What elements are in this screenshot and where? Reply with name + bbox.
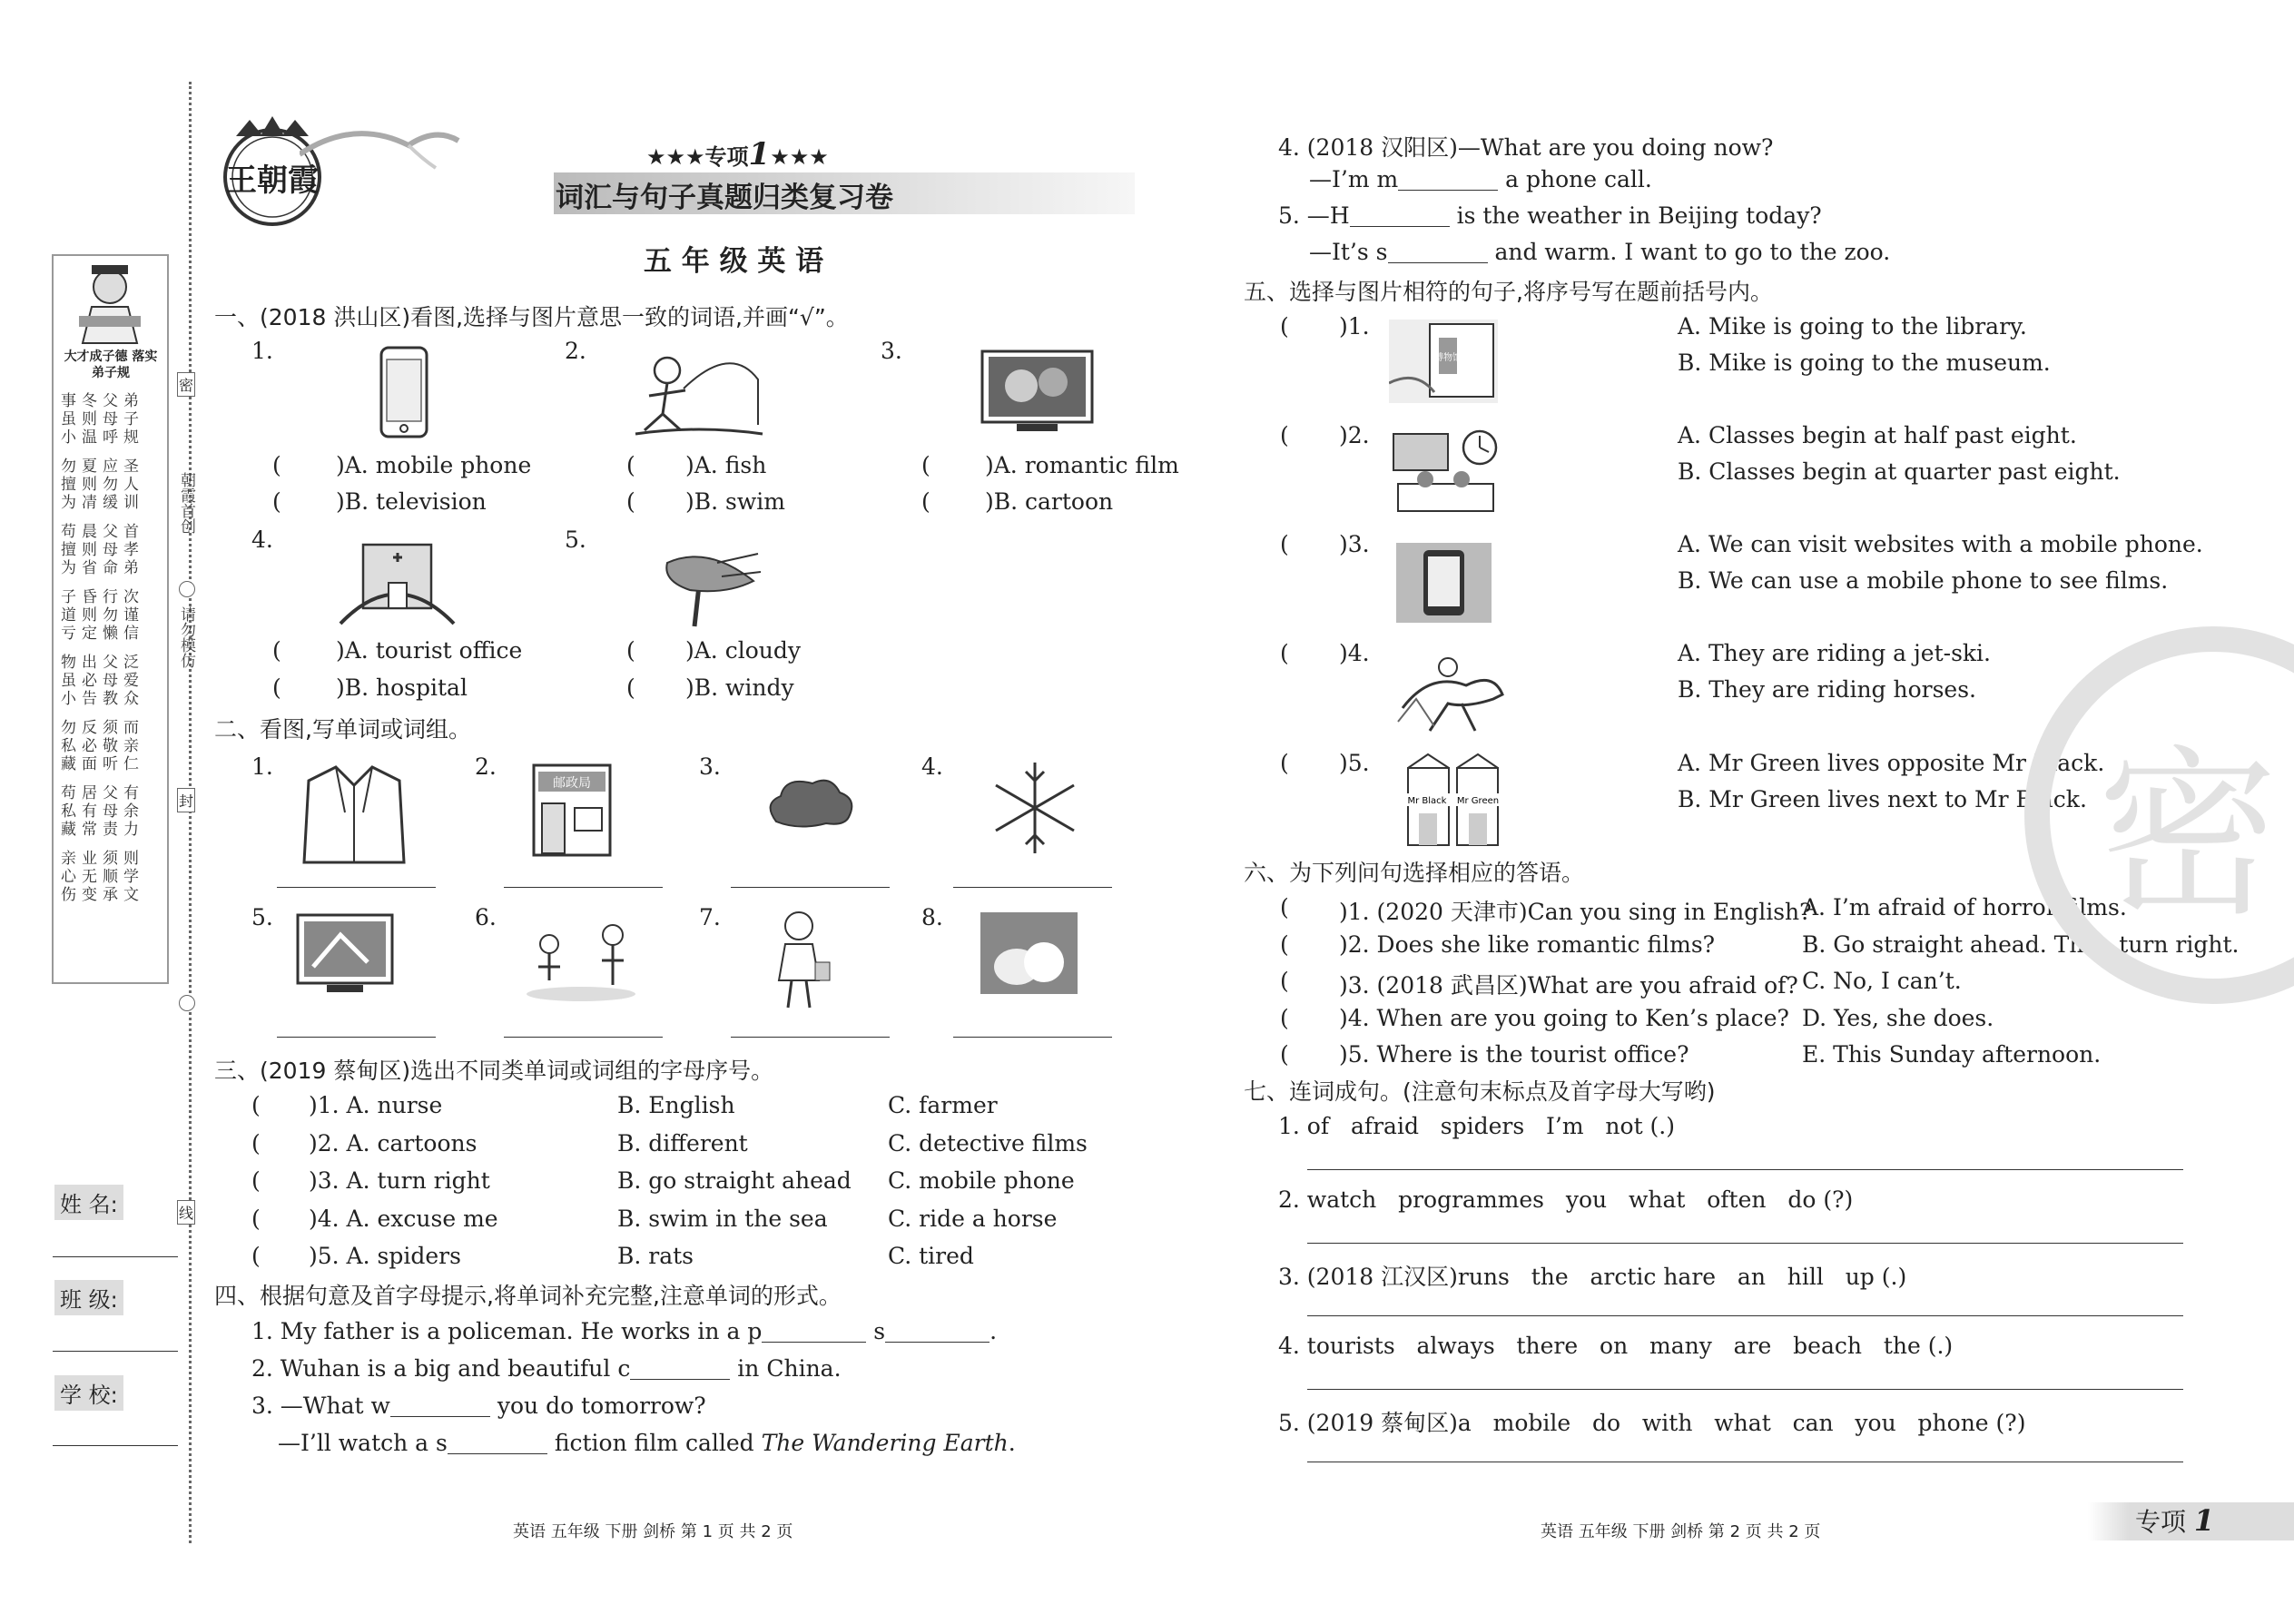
s7-answer-line[interactable] <box>1307 1169 2183 1170</box>
class-label: 班 级: <box>54 1280 123 1315</box>
motto-line: 勿反须而 <box>61 719 144 737</box>
s2-answer-3[interactable] <box>731 887 890 888</box>
s2-answer-2[interactable] <box>504 887 663 888</box>
s7-word-list: 4. tourists always there on many are beach the (.) <box>1278 1332 1954 1359</box>
snowflake-picture <box>985 758 1085 858</box>
ribbon-decoration <box>300 118 463 172</box>
s1-item5-num: 5. <box>565 527 586 553</box>
s1-item5-a[interactable]: )A. cloudy <box>685 637 801 664</box>
s5-option-b[interactable]: B. Mike is going to the museum. <box>1678 349 2051 376</box>
motto-line: 小温呼规 <box>61 428 144 447</box>
s6-answer: C. No, I can’t. <box>1802 968 1962 994</box>
classroom-clock-picture <box>1389 425 1502 516</box>
s1-item5-b[interactable]: )B. windy <box>685 674 794 701</box>
s2-num-7: 7. <box>699 904 721 930</box>
s5-paren: ( <box>1280 640 1289 666</box>
motto-line: 道则勿谨 <box>61 606 144 625</box>
s5-paren: ( <box>1280 750 1289 776</box>
binding-hole-icon <box>179 581 195 597</box>
s5-item-num: )5. <box>1339 750 1370 776</box>
post-office-sign: 邮政局 <box>553 776 591 791</box>
s1-item4-paren-a: ( <box>272 637 281 664</box>
s1-item3-b[interactable]: )B. cartoon <box>985 488 1114 515</box>
s2-answer-5[interactable] <box>277 1037 436 1038</box>
windy-tree-picture <box>654 545 763 631</box>
s7-word-list: 5. (2019 蔡甸区)a mobile do with what can you phone (?) <box>1278 1410 2026 1436</box>
s3-option-a[interactable]: )4. A. excuse me <box>309 1205 498 1232</box>
s1-item3-paren-a: ( <box>921 452 930 478</box>
s6-paren: ( <box>1280 1041 1289 1068</box>
s5-paren: ( <box>1280 531 1289 557</box>
school-field[interactable] <box>53 1445 178 1446</box>
s4-q5-blank[interactable] <box>1350 202 1450 227</box>
s5-item-num: )4. <box>1339 640 1370 666</box>
class-field[interactable] <box>53 1351 178 1352</box>
s6-answer: D. Yes, she does. <box>1802 1004 1994 1031</box>
s7-word-list: 2. watch programmes you what often do (?) <box>1278 1186 1854 1213</box>
s5-option-b[interactable]: B. Mr Green lives next to Mr Black. <box>1678 786 2087 812</box>
s5-item-num: )3. <box>1339 531 1370 557</box>
s1-item3-a[interactable]: )A. romantic film <box>985 452 1179 478</box>
s6-paren: ( <box>1280 894 1289 920</box>
s1-item5-paren-b: ( <box>626 674 635 701</box>
s4-q2: 2. Wuhan is a big and beautiful c in China. <box>251 1355 842 1382</box>
s4-q5b: —It’s s and warm. I want to go to the zoo. <box>1309 239 1891 265</box>
s3-paren: ( <box>251 1092 261 1118</box>
name-field[interactable] <box>53 1256 178 1257</box>
s4-q4b-blank[interactable] <box>1398 166 1498 191</box>
s1-item2-a[interactable]: )A. fish <box>685 452 767 478</box>
cloud-picture <box>763 776 858 831</box>
motto-line: 亏定懒信 <box>61 625 144 643</box>
s2-num-8: 8. <box>921 904 943 930</box>
s5-option-b[interactable]: B. We can use a mobile phone to see films. <box>1678 567 2169 594</box>
s4-q1-blank2[interactable] <box>885 1318 989 1343</box>
s5-option-b[interactable]: B. They are riding horses. <box>1678 676 1977 703</box>
motto-line: 事冬父弟 <box>61 392 144 410</box>
neighbour-houses-picture <box>1405 750 1501 850</box>
page-title: 词汇与句子真题归类复习卷 <box>556 182 893 214</box>
s3-option-b[interactable]: B. go straight ahead <box>617 1167 852 1194</box>
footer-right: 英语 五年级 下册 剑桥 第 2 页 共 2 页 <box>1541 1522 1821 1541</box>
s3-option-c[interactable]: C. farmer <box>888 1092 998 1118</box>
s1-item1-paren-a: ( <box>272 452 281 478</box>
motto-line: 私有母余 <box>61 802 144 821</box>
section2-title: 二、看图,写单词或词组。 <box>214 716 471 743</box>
motto-line: 藏常责力 <box>61 821 144 839</box>
motto-line: 勿夏应圣 <box>61 458 144 476</box>
s1-item4-b[interactable]: )B. hospital <box>336 674 468 701</box>
s2-answer-8[interactable] <box>953 1037 1112 1038</box>
motto-text <box>61 392 144 915</box>
s3-option-b[interactable]: B. rats <box>617 1243 694 1269</box>
s7-word-list: 3. (2018 江汉区)runs the arctic hare an hill up (.) <box>1278 1264 1907 1290</box>
phone-in-hand-picture <box>1396 543 1492 623</box>
s6-answer: B. Go straight ahead. Then turn right. <box>1802 930 2240 958</box>
motto-line: 苟居父有 <box>61 784 144 802</box>
binding-dotted-line <box>189 82 192 1543</box>
mr-green-sign: Mr Green <box>1456 796 1500 806</box>
s4-q1: 1. My father is a policeman. He works in a p s . <box>251 1318 998 1344</box>
family-picture <box>522 917 640 1003</box>
motto-heading: 大才成子德 落实弟子规 <box>64 349 158 380</box>
section3-title: 三、(2019 蔡甸区)选出不同类单词或词组的字母序号。 <box>214 1058 774 1084</box>
scholar-figure-icon <box>72 261 149 348</box>
s3-option-c[interactable]: C. mobile phone <box>888 1167 1075 1194</box>
motto-line: 虽则母子 <box>61 410 144 428</box>
s6-answer: A. I’m afraid of horror films. <box>1802 894 2127 920</box>
brand-name: 王朝霞 <box>226 162 319 199</box>
section7-title: 七、连词成句。(注意句末标点及首字母大写哟) <box>1244 1078 1716 1105</box>
footer-left: 英语 五年级 下册 剑桥 第 1 页 共 2 页 <box>513 1522 793 1541</box>
s3-option-b[interactable]: B. English <box>617 1092 735 1118</box>
s3-option-a[interactable]: )5. A. spiders <box>309 1243 461 1269</box>
s4-q5b-blank[interactable] <box>1388 239 1488 263</box>
s1-item4-paren-b: ( <box>272 674 281 701</box>
seal-mark-xian: 线 <box>177 1200 195 1225</box>
s1-item1-a[interactable]: )A. mobile phone <box>336 452 532 478</box>
motto-line: 物出父泛 <box>61 654 144 672</box>
motto-line: 擅则母孝 <box>61 541 144 559</box>
s7-answer-line[interactable] <box>1307 1389 2183 1390</box>
jacket-picture <box>300 763 409 867</box>
s1-item2-paren-a: ( <box>626 452 635 478</box>
watermark-char: 密 <box>2097 730 2279 941</box>
fishing-picture <box>631 343 767 438</box>
motto-line: 为省命弟 <box>61 559 144 577</box>
s4-q4: 4. (2018 汉阳区)—What are you doing now? <box>1278 134 1774 161</box>
motto-panel <box>52 254 169 984</box>
post-office-picture <box>531 763 613 858</box>
s2-num-5: 5. <box>251 904 273 930</box>
motto-line: 心无顺学 <box>61 868 144 886</box>
binding-hole-icon <box>179 995 195 1011</box>
motto-line: 虽必母爱 <box>61 672 144 690</box>
girl-shopping-picture <box>763 908 835 1012</box>
motto-line: 亲业须则 <box>61 850 144 868</box>
section4-title: 四、根据句意及首字母提示,将单词补充完整,注意单词的形式。 <box>214 1283 842 1309</box>
motto-line: 苟晨父首 <box>61 523 144 541</box>
s7-word-list: 1. of afraid spiders I’m not (.) <box>1278 1113 1676 1139</box>
page-subtitle: 五 年 级 英 语 <box>644 245 824 278</box>
name-label: 姓 名: <box>54 1185 123 1220</box>
s1-item2-paren-b: ( <box>626 488 635 515</box>
section6-title: 六、为下列问句选择相应的答语。 <box>1244 860 1585 886</box>
s3-paren: ( <box>251 1129 261 1156</box>
motto-line: 为凊缓训 <box>61 494 144 512</box>
s4-q4b: —I’m m a phone call. <box>1309 166 1652 192</box>
s2-num-3: 3. <box>699 753 721 780</box>
s3-option-a[interactable]: )1. A. nurse <box>309 1092 443 1118</box>
s5-paren: ( <box>1280 422 1289 448</box>
vertical-label-no-copy: 请勿模仿 <box>177 606 195 668</box>
s2-answer-6[interactable] <box>504 1037 663 1038</box>
s2-answer-1[interactable] <box>277 887 436 888</box>
s2-num-1: 1. <box>251 753 273 780</box>
motto-line: 小告教众 <box>61 690 144 708</box>
horse-riding-picture <box>1393 645 1507 735</box>
s1-item5-paren-a: ( <box>626 637 635 664</box>
s6-question: )4. When are you going to Ken’s place? <box>1339 1004 1789 1031</box>
s1-item1-b[interactable]: )B. television <box>336 488 487 515</box>
s2-num-6: 6. <box>475 904 497 930</box>
school-label: 学 校: <box>54 1375 123 1411</box>
s1-item4-a[interactable]: )A. tourist office <box>336 637 523 664</box>
s6-paren: ( <box>1280 930 1289 958</box>
s5-option-a[interactable]: A. They are riding a jet-ski. <box>1678 640 1991 666</box>
corner-series-label: 专项 1 <box>2135 1503 2215 1538</box>
s1-item1-paren-b: ( <box>272 488 281 515</box>
section1-title: 一、(2018 洪山区)看图,选择与图片意思一致的词语,并画“√”。 <box>214 304 849 330</box>
s4-q3b-blank[interactable] <box>448 1430 547 1454</box>
s3-option-a[interactable]: )3. A. turn right <box>309 1167 490 1194</box>
s6-answer: E. This Sunday afternoon. <box>1802 1041 2102 1068</box>
s1-item2-b[interactable]: )B. swim <box>685 488 785 515</box>
s1-item3-num: 3. <box>881 338 902 364</box>
s3-option-c[interactable]: C. ride a horse <box>888 1205 1058 1232</box>
s5-option-a[interactable]: A. Mike is going to the library. <box>1678 313 2027 340</box>
s3-paren: ( <box>251 1167 261 1194</box>
s1-item3-paren-b: ( <box>921 488 930 515</box>
s5-paren: ( <box>1280 313 1289 340</box>
series-label: ★★★专项1★★★ <box>646 136 829 172</box>
tv-cartoon-picture <box>295 912 395 999</box>
s6-question: )5. Where is the tourist office? <box>1339 1041 1689 1068</box>
s5-option-a[interactable]: A. Classes begin at half past eight. <box>1678 422 2077 448</box>
s4-q3-blank[interactable] <box>390 1393 490 1417</box>
s7-answer-line[interactable] <box>1307 1243 2183 1244</box>
s4-q3b: —I’ll watch a s fiction film called The Wandering Earth. <box>278 1430 1016 1456</box>
seal-mark-mi: 密 <box>177 372 195 397</box>
s4-q5: 5. —H is the weather in Beijing today? <box>1278 202 1822 229</box>
motto-line: 私必敬亲 <box>61 737 144 755</box>
motto-line: 藏面听仁 <box>61 755 144 773</box>
s7-answer-line[interactable] <box>1307 1315 2183 1316</box>
s6-paren: ( <box>1280 968 1289 994</box>
s2-num-4: 4. <box>921 753 943 780</box>
seal-mark-feng: 封 <box>177 788 195 812</box>
s1-item1-num: 1. <box>251 338 273 364</box>
s3-paren: ( <box>251 1243 261 1269</box>
s3-option-b[interactable]: B. different <box>617 1129 748 1156</box>
polar-bears-picture <box>980 912 1078 994</box>
s4-q1-blank1[interactable] <box>762 1318 866 1343</box>
s4-q2-blank[interactable] <box>630 1355 730 1380</box>
s2-num-2: 2. <box>475 753 497 780</box>
s5-option-a[interactable]: A. Mr Green lives opposite Mr Black. <box>1678 750 2105 776</box>
mobile-phone-picture <box>377 345 431 440</box>
vertical-label-original: 朝霞首创 <box>177 472 195 534</box>
museum-sign: 博物馆 <box>1434 353 1462 363</box>
s3-option-c[interactable]: C. detective films <box>888 1129 1088 1156</box>
s6-paren: ( <box>1280 1004 1289 1031</box>
s1-item2-num: 2. <box>565 338 586 364</box>
s2-answer-4[interactable] <box>953 887 1112 888</box>
motto-line: 伤变承文 <box>61 886 144 904</box>
s6-question: )2. Does she like romantic films? <box>1339 930 1716 958</box>
s3-option-c[interactable]: C. tired <box>888 1243 974 1269</box>
tv-romantic-picture <box>980 349 1094 436</box>
museum-picture <box>1389 320 1498 403</box>
motto-line: 擅则勿人 <box>61 476 144 494</box>
s4-q3: 3. —What w you do tomorrow? <box>251 1393 706 1419</box>
s3-paren: ( <box>251 1205 261 1232</box>
motto-line: 子昏行次 <box>61 588 144 606</box>
s5-option-a[interactable]: A. We can visit websites with a mobile phone. <box>1678 531 2203 557</box>
s3-option-b[interactable]: B. swim in the sea <box>617 1205 828 1232</box>
s1-item4-num: 4. <box>251 527 273 553</box>
section5-title: 五、选择与图片相符的句子,将序号写在题前括号内。 <box>1244 279 1773 305</box>
hospital-building-picture <box>336 537 458 628</box>
s6-question: )3. (2018 武昌区)What are you afraid of? <box>1339 972 1798 999</box>
s3-option-a[interactable]: )2. A. cartoons <box>309 1129 478 1156</box>
s5-option-b[interactable]: B. Classes begin at quarter past eight. <box>1678 458 2121 485</box>
s2-answer-7[interactable] <box>731 1037 890 1038</box>
s5-item-num: )2. <box>1339 422 1370 448</box>
s6-question: )1. (2020 天津市)Can you sing in English? <box>1339 899 1812 925</box>
s5-item-num: )1. <box>1339 313 1370 340</box>
mr-black-sign: Mr Black <box>1407 796 1447 806</box>
